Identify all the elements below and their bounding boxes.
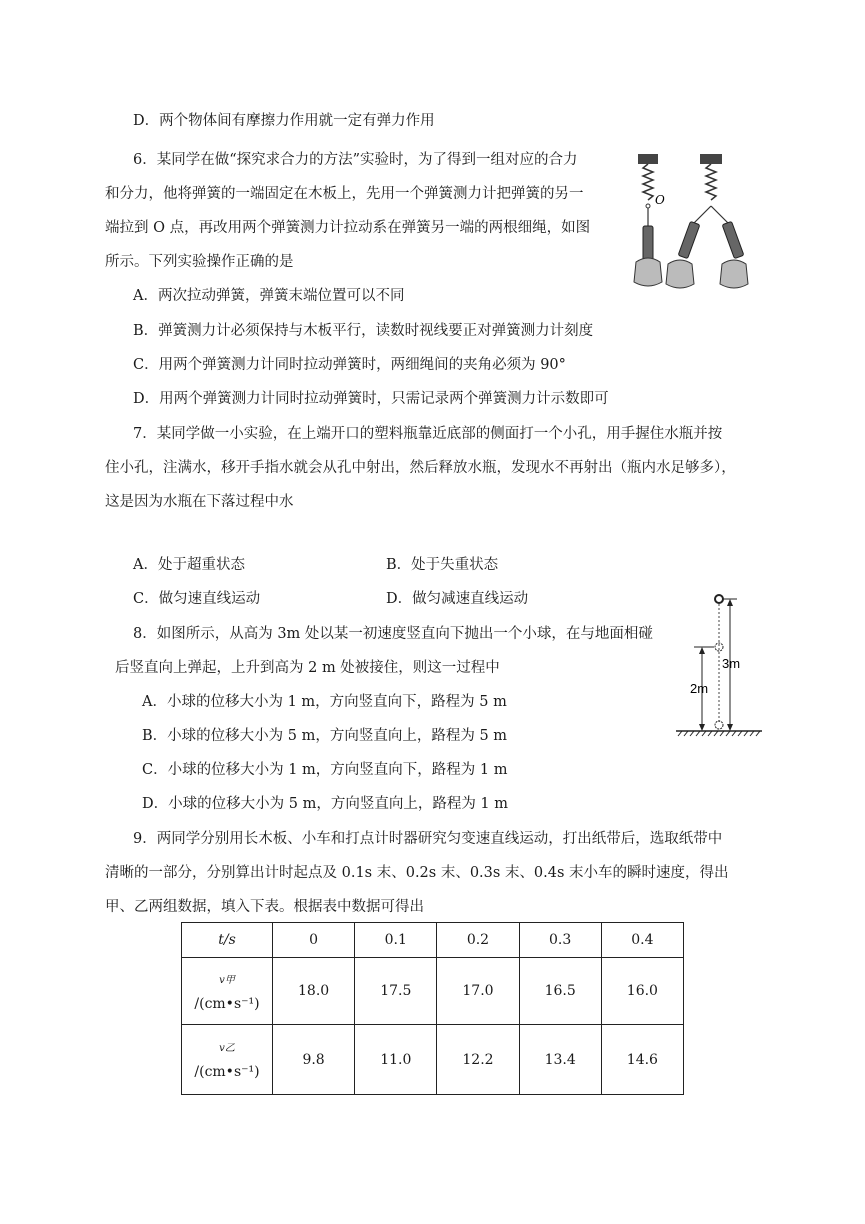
q9-stem-line1: 9．两同学分别用长木板、小车和打点计时器研究匀变速直线运动，打出纸带后，选取纸带中 xyxy=(133,831,723,847)
q9-stem-line3: 甲、乙两组数据，填入下表。根据表中数据可得出 xyxy=(105,899,424,915)
header-time-cell: 0.2 xyxy=(437,923,519,958)
header-time-cell: 0.1 xyxy=(355,923,437,958)
q6-option-b: B．弹簧测力计必须保持与木板平行，读数时视线要正对弹簧测力计刻度 xyxy=(133,323,594,339)
spring-balance-a xyxy=(678,221,700,258)
header-time-cell: 0 xyxy=(273,923,355,958)
table-cell: 11.0 xyxy=(355,1025,437,1095)
q8-stem-line2: 后竖直向上弹起，上升到高为 2 m 处被接住，则这一过程中 xyxy=(115,660,500,676)
q7-stem-line1: 7．某同学做一小实验，在上端开口的塑料瓶靠近底部的侧面打一个小孔，用手握住水瓶并按 xyxy=(133,426,723,442)
q6-stem-line1: 6．某同学在做“探究求合力的方法”实验时，为了得到一组对应的合力 xyxy=(133,152,578,168)
spring-right xyxy=(706,164,716,200)
table-header-row xyxy=(182,923,684,958)
table-cell: 9.8 xyxy=(273,1025,355,1095)
q6-stem-line2: 和分力，他将弹簧的一端固定在木板上，先用一个弹簧测力计把弹簧的另一 xyxy=(105,186,584,202)
fixed-block-left xyxy=(638,154,658,164)
header-time-cell: 0.4 xyxy=(601,923,683,958)
velocity-table xyxy=(181,922,684,1095)
table-cell: 12.2 xyxy=(437,1025,519,1095)
table-cell: 16.0 xyxy=(601,958,683,1025)
q8-stem-line1: 8．如图所示，从高为 3m 处以某一初速度竖直向下抛出一个小球，在与地面相碰 xyxy=(133,626,653,642)
q8-option-b: B．小球的位移大小为 5 m，方向竖直向上，路程为 5 m xyxy=(142,728,508,744)
q7-stem-line2: 住小孔，注满水，移开手指水就会从孔中射出，然后释放水瓶，发现水不再射出（瓶内水足够多）， xyxy=(105,460,736,476)
table-cell: 13.4 xyxy=(519,1025,601,1095)
q9-stem-line2: 清晰的一部分，分别算出计时起点及 0.1s 末、0.2s 末、0.3s 末、0.4s 末小车的瞬时速度，得出 xyxy=(105,865,729,881)
spring-balance-single xyxy=(643,226,653,262)
spring-balance-figure xyxy=(628,152,753,294)
header-time-cell: 0.3 xyxy=(519,923,601,958)
table-cell: 14.6 xyxy=(601,1025,683,1095)
row-label-v-yi xyxy=(182,1025,273,1095)
table-cell: 17.5 xyxy=(355,958,437,1025)
table-cell: 18.0 xyxy=(273,958,355,1025)
q7-option-c: C．做匀速直线运动 xyxy=(133,591,261,607)
point-o-label: O xyxy=(655,193,665,207)
hand-middle xyxy=(666,260,694,288)
row-label-top: v乙 xyxy=(219,1043,235,1054)
hand-left xyxy=(634,258,662,286)
label-3m: 3m xyxy=(722,656,741,671)
q6-stem-line3: 端拉到 O 点，再改用两个弹簧测力计拉动系在弹簧另一端的两根细绳，如图 xyxy=(105,220,591,236)
hand-right xyxy=(720,260,748,288)
q5-option-d: D．两个物体间有摩擦力作用就一定有弹力作用 xyxy=(133,113,435,129)
spring-balance-b xyxy=(722,221,744,258)
q7-option-b: B．处于失重状态 xyxy=(386,557,499,573)
ball-start xyxy=(715,595,723,603)
q6-stem-line4: 所示。下列实验操作正确的是 xyxy=(105,254,294,270)
table-row xyxy=(182,958,684,1025)
q7-stem-line3: 这是因为水瓶在下落过程中水 xyxy=(105,494,294,510)
label-2m: 2m xyxy=(690,681,709,696)
q8-option-d: D．小球的位移大小为 5 m，方向竖直向上，路程为 1 m xyxy=(142,796,509,812)
row-label-unit: /(cm•s⁻¹) xyxy=(194,1064,260,1080)
row-label-unit: /(cm•s⁻¹) xyxy=(194,995,260,1012)
row-label-v-jia xyxy=(182,958,273,1025)
header-time-label: t/s xyxy=(182,923,273,958)
row-label-top: v甲 xyxy=(219,974,235,986)
q8-option-c: C．小球的位移大小为 1 m，方向竖直向下，路程为 1 m xyxy=(142,762,508,778)
q6-option-c: C．用两个弹簧测力计同时拉动弹簧时，两细绳间的夹角必须为 90° xyxy=(133,357,566,373)
table-row xyxy=(182,1025,684,1095)
q6-option-a: A．两次拉动弹簧，弹簧末端位置可以不同 xyxy=(133,288,405,304)
ball-bounce-figure xyxy=(672,590,764,740)
table-cell: 16.5 xyxy=(519,958,601,1025)
q7-option-d: D．做匀减速直线运动 xyxy=(386,591,529,607)
table-cell: 17.0 xyxy=(437,958,519,1025)
ball-ground xyxy=(715,721,723,729)
fixed-block-right xyxy=(700,154,722,164)
q8-option-a: A．小球的位移大小为 1 m，方向竖直向下，路程为 5 m xyxy=(142,694,507,710)
q6-option-d: D．用两个弹簧测力计同时拉动弹簧时，只需记录两个弹簧测力计示数即可 xyxy=(133,391,609,407)
spring-left xyxy=(643,164,653,200)
q7-option-a: A．处于超重状态 xyxy=(133,557,245,573)
